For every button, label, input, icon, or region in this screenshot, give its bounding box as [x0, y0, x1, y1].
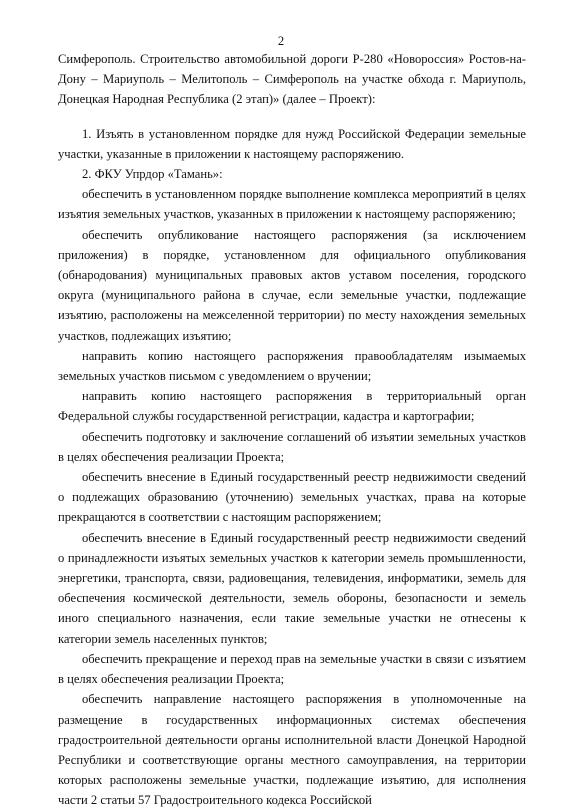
- paragraph-subitem: обеспечить опубликование настоящего распоряжения (за исключением приложения) в порядке, установленном для официального опубликования (обнародования) муниципальных правовых актов уставом поселения, городского округа (муниципального района в случае, если земельные участки, подлежащие изъятию, расположены на межселенной территории) по месту нахождения земельных участков, подлежащих изъятию;: [58, 227, 526, 343]
- paragraph-subitem: обеспечить подготовку и заключение соглашений об изъятии земельных участков в целях обеспечения реализации Проекта;: [58, 429, 526, 464]
- paragraph-item-2: 2. ФКУ Упрдор «Тамань»:: [82, 167, 223, 182]
- paragraph-subitem: направить копию настоящего распоряжения в территориальный орган Федеральной службы государственной регистрации, кадастра и картографии;: [58, 389, 526, 424]
- paragraph-item-1: 1. Изъять в установленном порядке для нужд Российской Федерации земельные участки, указанные в приложении к настоящему распоряжению.: [58, 126, 526, 161]
- paragraph-subitem: обеспечить внесение в Единый государственный реестр недвижимости сведений о принадлежности изъятых земельных участков к категории земель промышленности, энергетики, транспорта, связи, радиовещания, телевидения, информатики, земель для обеспечения космической деятельности, земель обороны, безопасности и земель иного специального назначения, если такие земельные участки не отнесены к категории земель населенных пунктов;: [58, 530, 526, 646]
- page-number: 2: [277, 34, 285, 48]
- paragraph-subitem: обеспечить внесение в Единый государственный реестр недвижимости сведений о подлежащих образованию (уточнению) земельных участках, права на которые прекращаются в соответствии с настоящим распоряжением;: [58, 470, 526, 525]
- paragraph-subitem: обеспечить в установленном порядке выполнение комплекса мероприятий в целях изъятия земельных участков, указанных в приложении к настоящему распоряжению;: [58, 187, 526, 222]
- paragraph-subitem: направить копию настоящего распоряжения правообладателям изымаемых земельных участков письмом с уведомлением о вручении;: [58, 348, 526, 384]
- paragraph-intro-continuation: Симферополь. Строительство автомобильной дороги Р-280 «Новороссия» Ростов-на-Дону – Мариуполь – Мелитополь – Симферополь на участке обхода г. Мариуполь, Донецкая Народная Республика (2 этап)» (далее – Проект):: [58, 52, 526, 107]
- document-body: [58, 49, 526, 811]
- paragraph-subitem: обеспечить прекращение и переход прав на земельные участки в связи с изъятием в целях обеспечения реализации Проекта;: [58, 651, 526, 687]
- paragraph-subitem: обеспечить направление настоящего распоряжения в уполномоченные на размещение в государственных информационных системах обеспечения градостроительной деятельности органы исполнительной власти Донецкой Народной Республики и соответствующие органы местного самоуправления, на территории которых расположены земельные участки, подлежащие изъятию, для исполнения части 2 статьи 57 Градостроительного кодекса Российской: [58, 692, 526, 808]
